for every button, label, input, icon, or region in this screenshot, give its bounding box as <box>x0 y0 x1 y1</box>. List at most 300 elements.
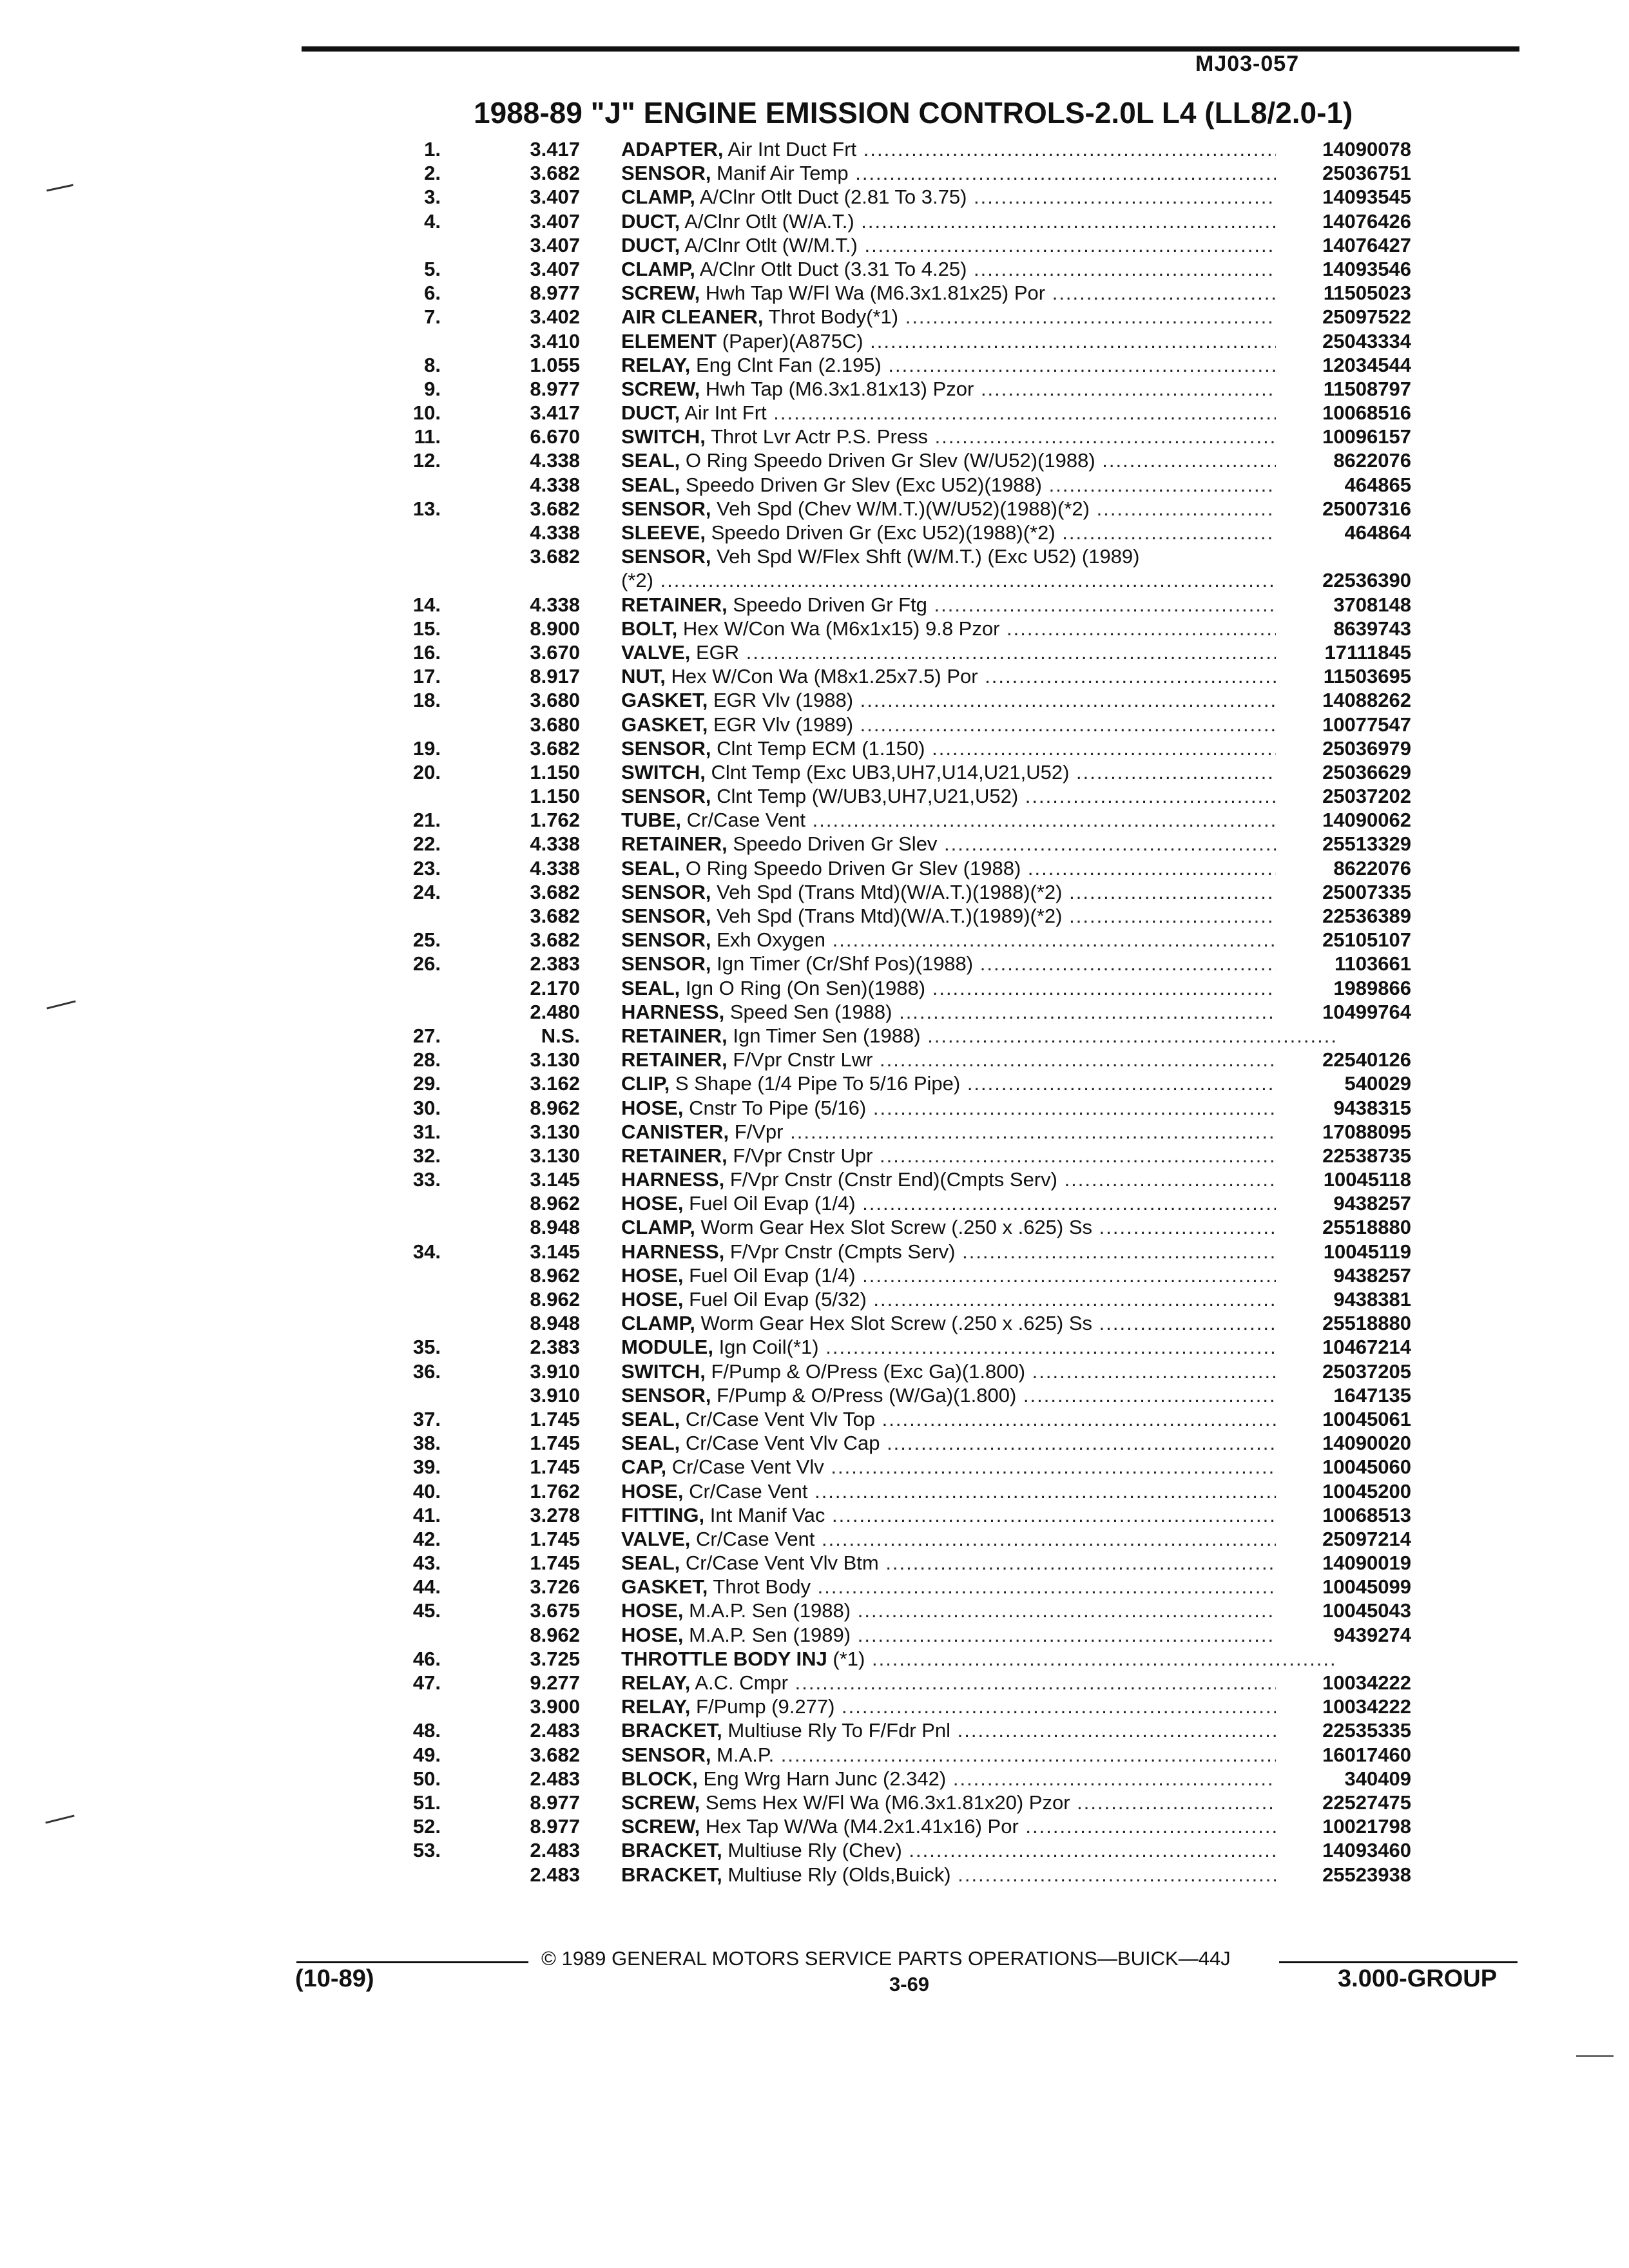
part-name: SEAL, <box>621 1552 680 1575</box>
item-number: 48. <box>412 1719 441 1742</box>
part-row <box>387 1383 1411 1407</box>
part-detail: Hex W/Con Wa (M6x1x15) 9.8 Pzor <box>682 617 1000 640</box>
group-number: 3.726 <box>530 1575 580 1599</box>
part-name: RETAINER, <box>621 1144 728 1167</box>
part-detail: Speedo Driven Gr Slev (Exc U52)(1988) <box>685 473 1042 496</box>
part-number: 9438257 <box>1276 1264 1411 1287</box>
part-detail: Speedo Driven Gr (Exc U52)(1988)(*2) <box>711 521 1055 544</box>
part-row <box>387 353 1411 377</box>
part-detail: Ign O Ring (On Sen)(1988) <box>685 976 926 999</box>
part-detail: Cr/Case Vent <box>696 1527 815 1550</box>
part-description <box>621 617 1336 640</box>
part-detail: M.A.P. Sen (1989) <box>689 1623 851 1646</box>
part-detail: EGR Vlv (1989) <box>713 713 854 736</box>
item-number: 49. <box>412 1743 441 1766</box>
part-description <box>621 688 1336 712</box>
part-description <box>621 497 1336 521</box>
part-detail: (*1) <box>833 1647 865 1670</box>
part-name: SENSOR, <box>621 1383 711 1407</box>
item-number: 28. <box>412 1048 441 1072</box>
part-detail: A/Clnr Otlt Duct (2.81 To 3.75) <box>699 186 967 209</box>
item-number: 53. <box>412 1839 441 1862</box>
part-detail: Speedo Driven Gr Slev <box>733 832 938 856</box>
group-number: 8.962 <box>530 1096 580 1119</box>
part-row <box>387 880 1411 904</box>
part-detail: Ign Coil(*1) <box>718 1336 819 1359</box>
part-detail: Worm Gear Hex Slot Screw (.250 x .625) Ss <box>700 1216 1093 1239</box>
group-number: 1.745 <box>530 1552 580 1575</box>
part-number: 22538735 <box>1276 1144 1411 1168</box>
part-row <box>387 1743 1411 1767</box>
part-name: BLOCK, <box>621 1767 698 1790</box>
item-number: 34. <box>412 1240 441 1263</box>
part-description <box>621 904 1336 928</box>
part-number: 22527475 <box>1276 1791 1411 1814</box>
group-number: 8.977 <box>530 1791 580 1814</box>
part-number: 14093545 <box>1276 185 1411 209</box>
part-description <box>621 185 1336 209</box>
item-number: 13. <box>412 497 441 520</box>
part-number: 10045061 <box>1276 1407 1411 1431</box>
group-number: 3.682 <box>530 880 580 903</box>
part-row <box>387 760 1411 784</box>
part-number: 14076426 <box>1276 209 1411 233</box>
part-description <box>621 329 1336 353</box>
part-description <box>621 473 1336 497</box>
top-rule <box>302 46 1519 52</box>
part-description <box>621 425 1336 448</box>
part-name: SENSOR, <box>621 545 711 568</box>
group-number: 8.948 <box>530 1312 580 1335</box>
item-number: 33. <box>412 1168 441 1191</box>
part-description <box>621 1863 1336 1887</box>
group-number: 8.962 <box>530 1192 580 1215</box>
item-number: 9. <box>424 377 441 400</box>
part-detail: F/Vpr Cnstr (Cnstr End)(Cmpts Serv) <box>729 1168 1057 1191</box>
part-number: 22536390 <box>1276 568 1411 592</box>
part-number: 14088262 <box>1276 688 1411 712</box>
group-number: 3.130 <box>530 1120 580 1143</box>
part-name: SENSOR, <box>621 1743 711 1766</box>
part-name: SEAL, <box>621 976 680 999</box>
part-number: 14090020 <box>1276 1431 1411 1455</box>
item-number: 2. <box>424 162 441 185</box>
item-number: 27. <box>412 1024 441 1047</box>
group-number: 3.162 <box>530 1072 580 1095</box>
part-row <box>387 593 1411 617</box>
part-description <box>621 1814 1336 1838</box>
item-number: 22. <box>412 832 441 856</box>
part-number: 14076427 <box>1276 233 1411 257</box>
part-number: 14090078 <box>1276 137 1411 161</box>
part-name: SWITCH, <box>621 425 706 448</box>
item-number: 3. <box>424 186 441 209</box>
part-name: RETAINER, <box>621 832 728 856</box>
part-name: SWITCH, <box>621 1360 706 1383</box>
footer-page-number: 3-69 <box>889 1973 930 1995</box>
part-name: THROTTLE BODY INJ <box>621 1647 827 1670</box>
part-name: HOSE, <box>621 1192 684 1215</box>
part-number: 10045043 <box>1276 1599 1411 1622</box>
part-number: 17088095 <box>1276 1120 1411 1144</box>
part-detail: Multiuse Rly To F/Fdr Pnl <box>728 1719 951 1742</box>
part-name: VALVE, <box>621 1527 691 1550</box>
part-number: 25518880 <box>1276 1215 1411 1239</box>
part-row <box>387 1455 1411 1479</box>
part-number: 22535335 <box>1276 1718 1411 1742</box>
part-name: SEAL, <box>621 856 680 879</box>
part-number: 17111845 <box>1276 640 1411 664</box>
part-detail: (*2) <box>621 569 653 592</box>
part-description <box>621 401 1336 425</box>
group-number: 4.338 <box>530 473 580 496</box>
part-description <box>621 976 1336 1000</box>
part-description <box>621 640 1336 664</box>
part-detail: Air Int Duct Frt <box>728 138 857 160</box>
group-number: 3.417 <box>530 401 580 425</box>
part-row <box>387 1551 1411 1575</box>
part-number: 25036751 <box>1276 161 1411 185</box>
scan-mark <box>1576 2055 1614 2057</box>
part-row <box>387 377 1411 401</box>
part-description <box>621 736 1336 760</box>
part-detail: Throt Lvr Actr P.S. Press <box>710 425 929 448</box>
part-name: SENSOR, <box>621 880 711 903</box>
part-name: HARNESS, <box>621 1168 725 1191</box>
group-number: 3.680 <box>530 689 580 712</box>
part-name: RELAY, <box>621 353 691 376</box>
part-detail: O Ring Speedo Driven Gr Slev (W/U52)(1988) <box>685 449 1095 472</box>
part-name: CLAMP, <box>621 1312 695 1335</box>
part-description <box>621 928 1336 952</box>
part-detail: A/Clnr Otlt (W/A.T.) <box>684 209 854 233</box>
part-row <box>387 497 1411 521</box>
group-number: 1.745 <box>530 1432 580 1455</box>
group-number: 8.977 <box>530 377 580 400</box>
footer-rule-left <box>296 1961 528 1963</box>
part-description <box>621 1287 1336 1311</box>
footer-date: (10-89) <box>295 1965 374 1992</box>
part-description <box>621 161 1336 185</box>
part-number: 10045200 <box>1276 1479 1411 1503</box>
part-row <box>387 1024 1405 1048</box>
part-row <box>387 185 1411 209</box>
part-description <box>621 1096 1336 1120</box>
part-row <box>387 736 1411 760</box>
part-row <box>387 137 1411 161</box>
part-name: DUCT, <box>621 233 680 256</box>
part-number: 8622076 <box>1276 856 1411 880</box>
part-description <box>621 880 1336 904</box>
part-name: RETAINER, <box>621 593 728 616</box>
part-number: 25097522 <box>1276 305 1411 329</box>
group-number: 8.977 <box>530 282 580 305</box>
part-row <box>387 1287 1411 1311</box>
part-detail: A/Clnr Otlt Duct (3.31 To 4.25) <box>699 257 967 280</box>
part-detail: F/Pump & O/Press (Exc Ga)(1.800) <box>711 1360 1026 1383</box>
scan-mark <box>45 1814 74 1823</box>
item-number: 17. <box>412 665 441 688</box>
part-detail: Multiuse Rly (Olds,Buick) <box>728 1863 951 1886</box>
part-name: RELAY, <box>621 1695 691 1718</box>
group-number: 1.745 <box>530 1407 580 1430</box>
part-detail: Cnstr To Pipe (5/16) <box>689 1096 867 1119</box>
part-row <box>387 928 1411 952</box>
item-number: 21. <box>412 809 441 832</box>
part-number: 25007316 <box>1276 497 1411 521</box>
part-detail: Cr/Case Vent <box>689 1479 808 1503</box>
part-detail: EGR Vlv (1988) <box>713 689 854 712</box>
group-number: 8.962 <box>530 1288 580 1311</box>
part-description <box>621 1743 1336 1767</box>
part-description <box>621 1144 1336 1168</box>
part-row <box>387 1311 1411 1335</box>
part-name: HOSE, <box>621 1623 684 1646</box>
part-row <box>387 952 1411 975</box>
group-number: 1.055 <box>530 353 580 376</box>
part-number: 12034544 <box>1276 353 1411 377</box>
part-row <box>387 1096 1411 1120</box>
part-description <box>621 305 1336 329</box>
part-name: GASKET, <box>621 713 708 736</box>
part-number: 11503695 <box>1276 664 1411 688</box>
group-number: 2.483 <box>530 1839 580 1862</box>
item-number: 39. <box>412 1456 441 1479</box>
part-row <box>387 713 1411 736</box>
part-description <box>621 1383 1336 1407</box>
part-description <box>621 1767 1336 1791</box>
part-row <box>387 1360 1411 1383</box>
part-row <box>387 1647 1405 1671</box>
group-number: 3.407 <box>530 233 580 256</box>
part-number: 22540126 <box>1276 1048 1411 1072</box>
part-row <box>387 832 1411 856</box>
part-number: 10034222 <box>1276 1671 1411 1695</box>
part-name: TUBE, <box>621 809 681 832</box>
part-detail: EGR <box>696 640 740 664</box>
part-description <box>621 1647 1336 1671</box>
part-number: 25037205 <box>1276 1360 1411 1383</box>
footer-rule-right <box>1279 1961 1518 1963</box>
group-number: N.S. <box>541 1024 580 1047</box>
part-number: 540029 <box>1276 1072 1411 1095</box>
part-detail: Manif Air Temp <box>717 162 849 185</box>
part-row <box>387 1120 1411 1144</box>
part-name: FITTING, <box>621 1503 705 1526</box>
group-number: 2.383 <box>530 952 580 975</box>
group-number: 6.670 <box>530 425 580 448</box>
part-number: 22536389 <box>1276 904 1411 928</box>
group-number: 3.682 <box>530 928 580 952</box>
part-number: 25036629 <box>1276 760 1411 784</box>
part-description <box>621 856 1336 880</box>
part-name: SEAL, <box>621 1432 680 1455</box>
part-row <box>387 640 1411 664</box>
item-number: 7. <box>424 305 441 329</box>
item-number: 36. <box>412 1360 441 1383</box>
part-detail: Cr/Case Vent <box>686 809 805 832</box>
part-description <box>621 544 1336 568</box>
group-number: 3.725 <box>530 1647 580 1670</box>
group-number: 3.682 <box>530 162 580 185</box>
part-name: SEAL, <box>621 473 680 496</box>
group-number: 2.483 <box>530 1863 580 1886</box>
part-number: 14093460 <box>1276 1838 1411 1862</box>
part-detail: Speedo Driven Gr Ftg <box>733 593 927 616</box>
group-number: 8.917 <box>530 665 580 688</box>
part-name: SENSOR, <box>621 497 711 520</box>
part-row <box>387 1695 1411 1718</box>
part-detail: Clnt Temp (W/UB3,UH7,U21,U52) <box>717 785 1019 808</box>
part-row <box>387 1479 1411 1503</box>
part-name: HARNESS, <box>621 1240 725 1263</box>
item-number: 31. <box>412 1120 441 1143</box>
part-row <box>387 1599 1411 1622</box>
part-number: 11505023 <box>1276 281 1411 305</box>
part-row <box>387 1144 1411 1168</box>
group-number: 3.910 <box>530 1360 580 1383</box>
doc-code: MJ03-057 <box>1195 52 1300 76</box>
part-detail: Hwh Tap W/Fl Wa (M6.3x1.81x25) Por <box>705 282 1046 305</box>
item-number: 52. <box>412 1815 441 1838</box>
group-number: 4.338 <box>530 832 580 856</box>
part-name: SENSOR, <box>621 785 711 808</box>
part-description <box>621 1671 1336 1695</box>
part-description <box>621 1120 1336 1144</box>
part-name: RELAY, <box>621 1671 691 1694</box>
part-number: 25097214 <box>1276 1527 1411 1551</box>
item-number: 51. <box>412 1791 441 1814</box>
item-number: 18. <box>412 689 441 712</box>
part-detail: Cr/Case Vent Vlv Top <box>685 1407 875 1430</box>
part-number: 9438381 <box>1276 1287 1411 1311</box>
part-number: 25043334 <box>1276 329 1411 353</box>
group-number: 1.762 <box>530 1479 580 1503</box>
group-number: 1.150 <box>530 785 580 808</box>
part-row <box>387 1623 1411 1647</box>
group-number: 3.682 <box>530 545 580 568</box>
group-number: 8.948 <box>530 1216 580 1239</box>
part-name: NUT, <box>621 665 666 688</box>
part-detail: Eng Clnt Fan (2.195) <box>696 353 882 376</box>
part-row <box>387 1240 1411 1264</box>
page-title: 1988-89 "J" ENGINE EMISSION CONTROLS-2.0L L4 (LL8/2.0-1) <box>474 96 1353 130</box>
item-number: 25. <box>412 928 441 952</box>
part-detail: F/Vpr Cnstr Upr <box>733 1144 873 1167</box>
part-description <box>621 1407 1336 1431</box>
part-description <box>621 760 1336 784</box>
part-detail: Throt Body(*1) <box>768 305 899 329</box>
part-description <box>621 1024 1336 1048</box>
item-number: 46. <box>412 1647 441 1670</box>
part-detail: M.A.P. Sen (1988) <box>689 1599 851 1622</box>
part-row <box>387 1718 1411 1742</box>
part-detail: Hex W/Con Wa (M8x1.25x7.5) Por <box>671 665 978 688</box>
part-name: AIR CLEANER, <box>621 305 764 329</box>
part-description <box>621 1527 1336 1551</box>
part-row <box>387 1407 1411 1431</box>
part-detail: S Shape (1/4 Pipe To 5/16 Pipe) <box>675 1072 961 1095</box>
part-description <box>621 1623 1336 1647</box>
part-number: 340409 <box>1276 1767 1411 1791</box>
part-name: SENSOR, <box>621 952 711 975</box>
part-number: 10499764 <box>1276 1000 1411 1024</box>
part-detail: Eng Wrg Harn Junc (2.342) <box>703 1767 947 1790</box>
part-description <box>621 1335 1336 1359</box>
part-detail: Ign Timer Sen (1988) <box>733 1024 921 1047</box>
part-row <box>387 473 1411 497</box>
group-number: 3.682 <box>530 905 580 927</box>
part-number: 16017460 <box>1276 1743 1411 1767</box>
group-number: 3.130 <box>530 1144 580 1167</box>
part-row <box>387 209 1411 233</box>
part-name: CANISTER, <box>621 1120 729 1143</box>
part-description <box>621 1455 1336 1479</box>
group-number: 3.682 <box>530 497 580 520</box>
part-number: 10068516 <box>1276 401 1411 425</box>
part-name: CLIP, <box>621 1072 670 1095</box>
item-number: 10. <box>412 401 441 425</box>
part-number: 1103661 <box>1276 952 1411 975</box>
part-row <box>387 1838 1411 1862</box>
part-detail: F/Pump & O/Press (W/Ga)(1.800) <box>717 1383 1017 1407</box>
part-description <box>621 952 1336 975</box>
part-row <box>387 976 1411 1000</box>
group-number: 3.278 <box>530 1503 580 1526</box>
part-name: BRACKET, <box>621 1719 722 1742</box>
group-number: 3.145 <box>530 1168 580 1191</box>
part-number: 10045099 <box>1276 1575 1411 1599</box>
part-detail: F/Vpr <box>734 1120 784 1143</box>
part-detail: Sems Hex W/Fl Wa (M6.3x1.81x20) Pzor <box>705 1791 1070 1814</box>
part-description <box>621 713 1336 736</box>
part-description <box>621 521 1336 544</box>
part-description <box>621 257 1336 281</box>
part-detail: M.A.P. <box>717 1743 775 1766</box>
part-name: SEAL, <box>621 1407 680 1430</box>
part-row <box>387 617 1411 640</box>
part-detail: F/Vpr Cnstr (Cmpts Serv) <box>729 1240 956 1263</box>
part-name: MODULE, <box>621 1336 713 1359</box>
part-number: 10045060 <box>1276 1455 1411 1479</box>
part-row <box>387 521 1411 544</box>
item-number: 6. <box>424 282 441 305</box>
part-number: 10045118 <box>1276 1168 1411 1191</box>
part-row <box>387 1072 1411 1095</box>
part-description <box>621 281 1336 305</box>
part-description <box>621 1718 1336 1742</box>
group-number: 4.338 <box>530 449 580 472</box>
part-row <box>387 281 1411 305</box>
part-name: CLAMP, <box>621 186 695 209</box>
part-description <box>621 1000 1336 1024</box>
item-number: 32. <box>412 1144 441 1167</box>
part-row <box>387 808 1411 832</box>
item-number: 20. <box>412 760 441 783</box>
part-number: 9439274 <box>1276 1623 1411 1647</box>
group-number: 3.670 <box>530 640 580 664</box>
group-number: 2.383 <box>530 1336 580 1359</box>
part-number: 8639743 <box>1276 617 1411 640</box>
part-name: SLEEVE, <box>621 521 706 544</box>
scan-mark <box>46 184 73 192</box>
part-number: 10467214 <box>1276 1335 1411 1359</box>
part-number: 14093546 <box>1276 257 1411 281</box>
part-description <box>621 1575 1336 1599</box>
part-name: GASKET, <box>621 1575 708 1599</box>
part-detail: Veh Spd W/Flex Shft (W/M.T.) (Exc U52) (1989) <box>717 545 1140 568</box>
part-description <box>621 1431 1336 1455</box>
